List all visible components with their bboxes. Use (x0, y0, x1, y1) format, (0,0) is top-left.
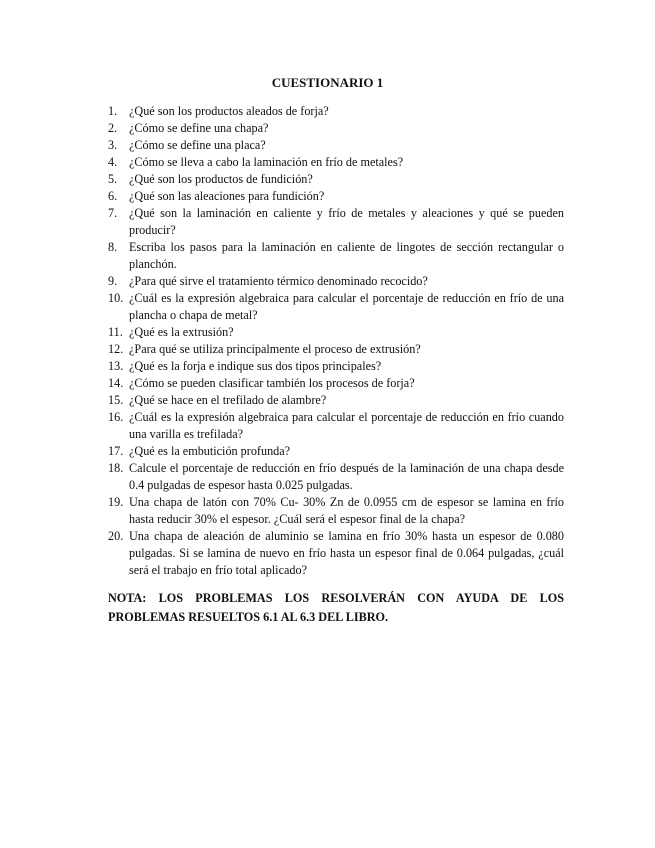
question-text: ¿Qué son la laminación en caliente y frío de metales y aleaciones y qué se pueden producir? (129, 206, 564, 237)
note-paragraph: NOTA: LOS PROBLEMAS LOS RESOLVERÁN CON AYUDA DE LOS PROBLEMAS RESUELTOS 6.1 AL 6.3 DEL LIBRO. (108, 591, 564, 624)
question-item (108, 392, 564, 409)
question-number: 6. (108, 189, 118, 203)
question-text: ¿Qué son los productos de fundición? (129, 172, 313, 186)
question-text: ¿Para qué sirve el tratamiento térmico denominado recocido? (129, 274, 428, 288)
question-text: ¿Cómo se define una chapa? (129, 121, 269, 135)
question-item (108, 494, 564, 528)
question-text: ¿Qué son los productos aleados de forja? (129, 104, 329, 118)
question-number: 5. (108, 172, 118, 186)
question-item (108, 341, 564, 358)
question-text: ¿Qué son las aleaciones para fundición? (129, 189, 325, 203)
question-text: ¿Cuál es la expresión algebraica para calcular el porcentaje de reducción en frío de una plancha o chapa de metal? (129, 291, 564, 322)
question-number: 12. (108, 342, 124, 356)
question-text: ¿Cuál es la expresión algebraica para calcular el porcentaje de reducción en frío cuando una varilla es trefilada? (129, 410, 564, 441)
question-number: 10. (108, 291, 124, 305)
question-item (108, 460, 564, 494)
question-item (108, 171, 564, 188)
question-number: 19. (108, 495, 124, 509)
question-number: 15. (108, 393, 124, 407)
question-item (108, 290, 564, 324)
question-text: ¿Qué se hace en el trefilado de alambre? (129, 393, 327, 407)
question-item (108, 103, 564, 120)
question-number: 20. (108, 529, 124, 543)
question-text: ¿Cómo se define una placa? (129, 138, 266, 152)
question-text: Escriba los pasos para la laminación en caliente de lingotes de sección rectangular o planchón. (129, 240, 564, 271)
question-list (108, 103, 564, 579)
question-text: Una chapa de latón con 70% Cu- 30% Zn de 0.0955 cm de espesor se lamina en frío hasta reducir 30% el espesor. ¿Cuál será el espesor final de la chapa? (129, 495, 564, 526)
question-number: 4. (108, 155, 118, 169)
question-item (108, 239, 564, 273)
question-item (108, 154, 564, 171)
question-item (108, 273, 564, 290)
question-text: ¿Cómo se pueden clasificar también los procesos de forja? (129, 376, 415, 390)
question-item (108, 188, 564, 205)
question-text: Una chapa de aleación de aluminio se lamina en frío 30% hasta un espesor de 0.080 pulgadas. Si se lamina de nuevo en frío hasta un espesor final de 0.064 pulgadas, ¿cuál será el trabajo en frío total aplicado? (129, 529, 564, 577)
question-number: 16. (108, 410, 124, 424)
question-number: 14. (108, 376, 124, 390)
question-number: 3. (108, 138, 118, 152)
question-number: 13. (108, 359, 124, 373)
question-text: ¿Qué es la forja e indique sus dos tipos principales? (129, 359, 382, 373)
question-number: 1. (108, 104, 118, 118)
question-number: 2. (108, 121, 118, 135)
question-item (108, 358, 564, 375)
question-item (108, 120, 564, 137)
question-number: 9. (108, 274, 118, 288)
question-item (108, 375, 564, 392)
question-number: 7. (108, 206, 118, 220)
question-item (108, 409, 564, 443)
question-text: ¿Qué es la embutición profunda? (129, 444, 291, 458)
question-text: ¿Qué es la extrusión? (129, 325, 234, 339)
question-item (108, 443, 564, 460)
question-item (108, 137, 564, 154)
page-title: CUESTIONARIO 1 (271, 75, 384, 90)
question-text: Calcule el porcentaje de reducción en frío después de la laminación de una chapa desde 0.4 pulgadas de espesor hasta 0.025 pulgadas. (129, 461, 564, 492)
question-text: ¿Para qué se utiliza principalmente el proceso de extrusión? (129, 342, 421, 356)
question-item (108, 324, 564, 341)
question-number: 8. (108, 240, 118, 254)
question-number: 17. (108, 444, 124, 458)
question-number: 11. (108, 325, 123, 339)
question-number: 18. (108, 461, 124, 475)
question-item (108, 528, 564, 579)
question-text: ¿Cómo se lleva a cabo la laminación en frío de metales? (129, 155, 404, 169)
question-item (108, 205, 564, 239)
